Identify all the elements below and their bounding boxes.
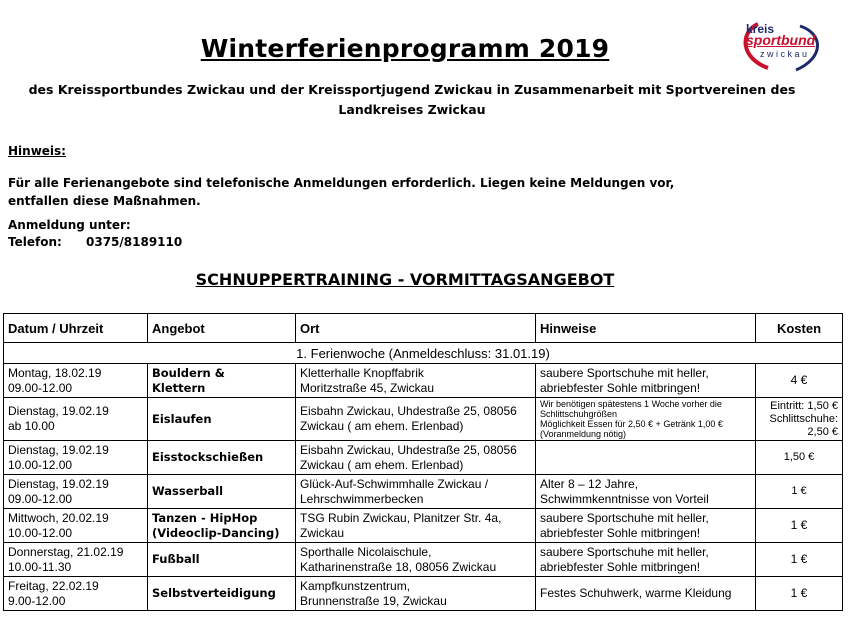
place-cell: TSG Rubin Zwickau, Planitzer Str. 4a, Zwickau: [296, 509, 536, 543]
offer-cell: Wasserball: [148, 475, 296, 509]
header-place: Ort: [296, 314, 536, 343]
place-cell: Eisbahn Zwickau, Uhdestraße 25, 08056 Zwickau ( am ehem. Erlenbad): [296, 441, 536, 475]
date-cell: Freitag, 22.02.19 9.00-12.00: [4, 577, 148, 611]
date-cell: Dienstag, 19.02.19 10.00-12.00: [4, 441, 148, 475]
cost-cell: 4 €: [756, 364, 843, 398]
date-cell: Montag, 18.02.19 09.00-12.00: [4, 364, 148, 398]
header-cost: Kosten: [756, 314, 843, 343]
page-title: Winterferienprogramm 2019: [200, 34, 610, 63]
place-cell: Sporthalle Nicolaischule, Katharinenstraße 18, 08056 Zwickau: [296, 543, 536, 577]
table-row: [4, 475, 843, 509]
notes-cell: saubere Sportschuhe mit heller, abriebfester Sohle mitbringen!: [536, 509, 756, 543]
phone-label: Telefon:: [8, 235, 62, 249]
table-row: [4, 577, 843, 611]
week-row: [4, 343, 843, 364]
phone-number: 0375/8189110: [86, 235, 183, 249]
cost-cell: 1 €: [756, 475, 843, 509]
cost-cell: 1,50 €: [756, 441, 843, 475]
cost-cell: Eintritt: 1,50 € Schlittschuhe: 2,50 €: [756, 398, 843, 441]
place-cell: Kletterhalle Knopffabrik Moritzstraße 45, Zwickau: [296, 364, 536, 398]
notes-cell: saubere Sportschuhe mit heller, abriebfester Sohle mitbringen!: [536, 364, 756, 398]
subtitle: des Kreissportbundes Zwickau und der Kreissportjugend Zwickau in Zusammenarbeit mit Sportvereinen des Landkreises Zwickau: [28, 82, 796, 117]
logo-text-kreis: kreis: [746, 22, 775, 36]
logo-text-zwickau: zwickau: [760, 49, 810, 59]
table-row: [4, 398, 843, 441]
table-row: [4, 509, 843, 543]
offer-cell: Eisstockschießen: [148, 441, 296, 475]
table-row: [4, 441, 843, 475]
cost-cell: 1 €: [756, 577, 843, 611]
notes-cell: Alter 8 – 12 Jahre, Schwimmkenntnisse von Vorteil: [536, 475, 756, 509]
kreissportbund-logo: [738, 18, 824, 80]
date-cell: Dienstag, 19.02.19 ab 10.00: [4, 398, 148, 441]
header-date: Datum / Uhrzeit: [4, 314, 148, 343]
registration-label: Anmeldung unter:: [8, 218, 131, 232]
header-offer: Angebot: [148, 314, 296, 343]
hint-text: Für alle Ferienangebote sind telefonische Anmeldungen erforderlich. Liegen keine Meldungen vor, entfallen diese Maßnahmen.: [8, 176, 675, 208]
offer-cell: Tanzen - HipHop (Videoclip-Dancing): [148, 509, 296, 543]
program-table: [3, 313, 843, 611]
offer-cell: Eislaufen: [148, 398, 296, 441]
cost-cell: 1 €: [756, 509, 843, 543]
offer-cell: Fußball: [148, 543, 296, 577]
date-cell: Mittwoch, 20.02.19 10.00-12.00: [4, 509, 148, 543]
notes-cell: [536, 441, 756, 475]
place-cell: Eisbahn Zwickau, Uhdestraße 25, 08056 Zwickau ( am ehem. Erlenbad): [296, 398, 536, 441]
date-cell: Dienstag, 19.02.19 09.00-12.00: [4, 475, 148, 509]
table-header-row: [4, 314, 843, 343]
place-cell: Kampfkunstzentrum, Brunnenstraße 19, Zwickau: [296, 577, 536, 611]
phone-line: [8, 235, 182, 249]
table-row: [4, 364, 843, 398]
notes-cell: Wir benötigen spätestens 1 Woche vorher die Schlittschuhgrößen Möglichkeit Essen für 2,50 € + Getränk 1,00 € (Voranmeldung nötig): [536, 398, 756, 441]
offer-cell: Selbstverteidigung: [148, 577, 296, 611]
table-row: [4, 543, 843, 577]
notes-cell: saubere Sportschuhe mit heller, abriebfester Sohle mitbringen!: [536, 543, 756, 577]
place-cell: Glück-Auf-Schwimmhalle Zwickau / Lehrschwimmerbecken: [296, 475, 536, 509]
week-label: 1. Ferienwoche (Anmeldeschluss: 31.01.19): [4, 343, 843, 364]
section-title: SCHNUPPERTRAINING - VORMITTAGSANGEBOT: [195, 270, 615, 289]
offer-cell: Bouldern & Klettern: [148, 364, 296, 398]
date-cell: Donnerstag, 21.02.19 10.00-11.30: [4, 543, 148, 577]
hint-label: Hinweis:: [8, 144, 66, 158]
cost-cell: 1 €: [756, 543, 843, 577]
header-notes: Hinweise: [536, 314, 756, 343]
notes-cell: Festes Schuhwerk, warme Kleidung: [536, 577, 756, 611]
logo-text-sportbund: sportbund: [746, 32, 816, 48]
